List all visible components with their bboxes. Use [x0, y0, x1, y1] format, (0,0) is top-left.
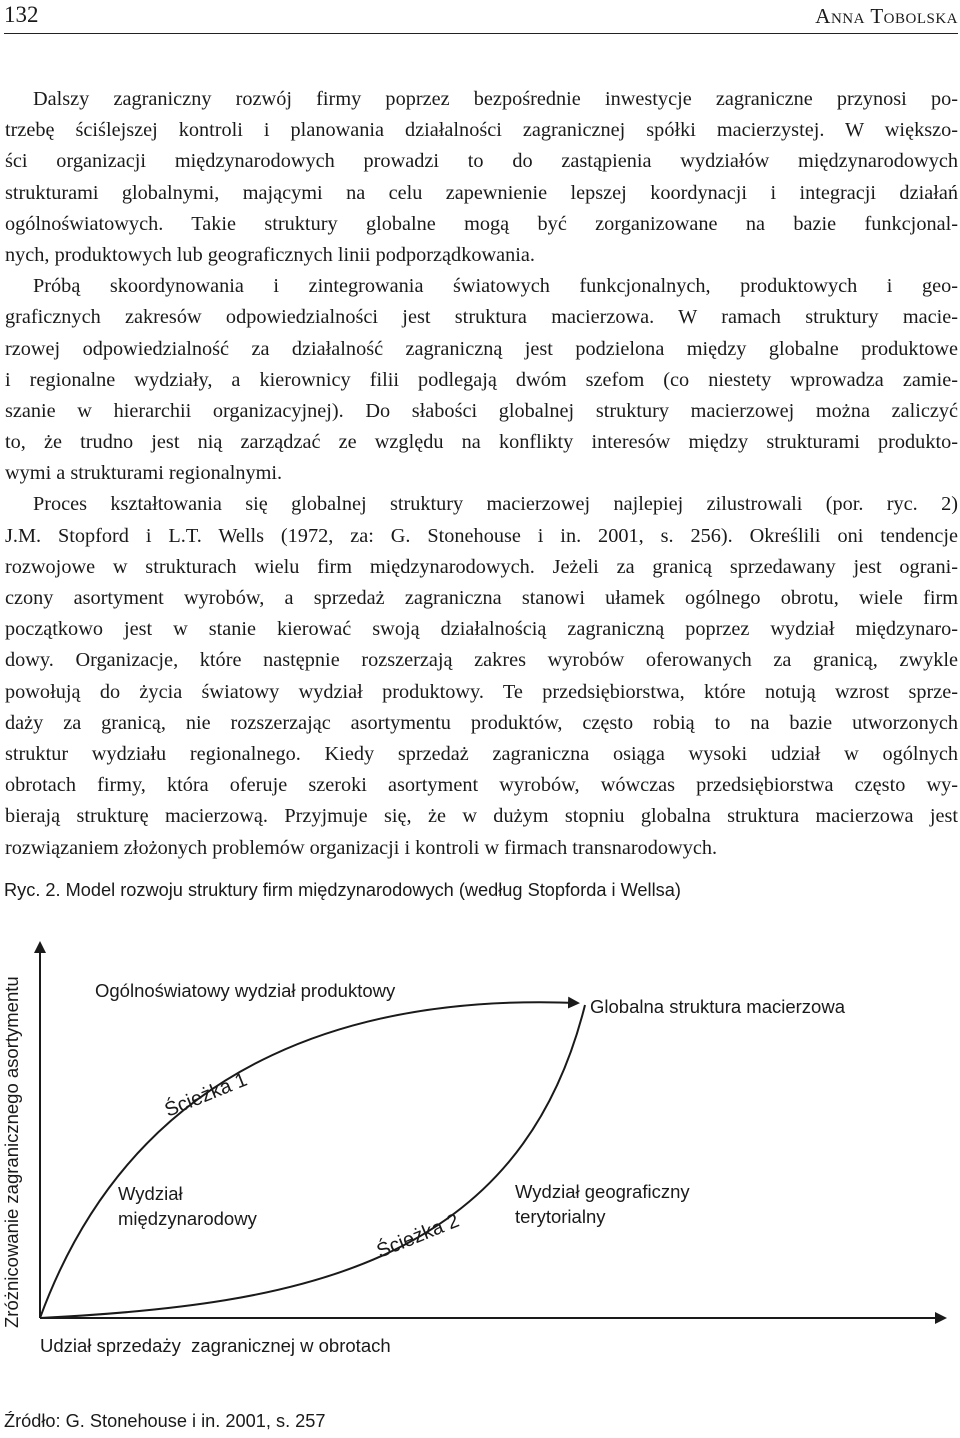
y-axis-label: Zróżnicowanie zagranicznego asortymentu	[1, 976, 22, 1328]
x-axis-label: Udział sprzedaży zagranicznej w obrotach	[40, 1335, 391, 1356]
body-line: rozwojowe w strukturach wielu firm międzynarodowych. Jeżeli za granicą sprzedawany jest ograni-	[5, 555, 958, 578]
body-line: Proces kształtowania się globalnej struktury macierzowej najlepiej zilustrowali (por. ryc. 2)	[33, 493, 958, 516]
body-line: to, że trudno jest nią zarządzać ze względu na konflikty interesów między strukturami produkto-	[5, 431, 958, 454]
body-line: początkowo jest w stanie kierować swoją działalnością zagraniczną poprzez wydział międzynaro-	[5, 618, 958, 641]
header-rule	[4, 33, 958, 34]
body-line: rzowej odpowiedzialność za działalność zagraniczną jest podzielona między globalne produktowe	[5, 337, 958, 360]
path-1-label: Ścieżka 1	[161, 1068, 251, 1122]
body-line: ści organizacji międzynarodowych prowadzi to do zastąpienia wydziałów międzynarodowych	[5, 150, 958, 173]
page-number: 132	[4, 2, 39, 27]
body-line: rozwiązaniem złożonych problemów organizacji i kontroli w firmach transnarodowych.	[5, 836, 718, 859]
node-geographic-division-line1: Wydział geograficzny	[515, 1181, 690, 1202]
running-head: Anna Tobolska	[815, 4, 958, 28]
body-line: daży za granicą, nie rozszerzając asortymentu produktów, często robią to na bazie utworzonych	[5, 711, 958, 734]
body-line: powołują do życia światowy wydział produktowy. Te przedsiębiorstwa, które notują wzrost sprze-	[5, 680, 958, 703]
body-line: graficznych zakresów odpowiedzialności jest struktura macierzowa. W ramach struktury macie-	[5, 306, 958, 329]
body-line: dowy. Organizacje, które następnie rozszerzają zakres wyrobów oferowanych za granicą, zwykle	[5, 649, 958, 672]
figure-source: Źródło: G. Stonehouse i in. 2001, s. 257	[4, 1411, 326, 1431]
node-worldwide-product-division: Ogólnoświatowy wydział produktowy	[95, 980, 396, 1001]
body-line: szanie w hierarchii organizacyjnej). Do słabości globalnej struktury macierzowej można zaliczyć	[5, 399, 958, 422]
node-international-division-line1: Wydział	[118, 1183, 183, 1204]
figure-caption: Ryc. 2. Model rozwoju struktury firm międzynarodowych (według Stopforda i Wellsa)	[4, 880, 681, 900]
body-line: wymi a strukturami regionalnymi.	[5, 462, 283, 485]
body-line: strukturami globalnymi, mającymi na celu zapewnienie lepszej koordynacji i integracji działań	[5, 181, 958, 204]
node-geographic-division-line2: terytorialny	[515, 1206, 606, 1227]
body-line: Próbą skoordynowania i zintegrowania światowych funkcjonalnych, produktowych i geo-	[33, 275, 958, 298]
body-line: i regionalne wydziały, a kierownicy filii podlegają dwóm szefom (co niestety wprowadza zamie-	[5, 368, 958, 391]
path-2-label: Ścieżka 2	[373, 1209, 463, 1263]
body-line: bierają strukturę macierzową. Przyjmuje się, że w dużym stopniu globalna struktura macierzowa jest	[5, 805, 958, 828]
body-text	[5, 84, 958, 864]
page-header	[0, 0, 960, 32]
body-line: struktur wydziału regionalnego. Kiedy sprzedaż zagraniczna osiąga wysoki udział w ogólnych	[5, 742, 958, 765]
body-line: ogólnoświatowych. Takie struktury globalne mogą być zorganizowane na bazie funkcjonal-	[5, 212, 958, 235]
body-line: trzebę ściślejszej kontroli i planowania działalności zagranicznej spółki macierzystej. W większo-	[5, 119, 958, 142]
body-line: nych, produktowych lub geograficznych linii podporządkowania.	[5, 243, 535, 266]
structure-development-diagram	[0, 925, 960, 1395]
node-international-division-line2: międzynarodowy	[118, 1208, 257, 1229]
path-1-curve	[40, 1002, 578, 1318]
body-line: obrotach firmy, która oferuje szeroki asortyment wyrobów, wówczas przedsiębiorstwa często wy-	[5, 774, 958, 797]
body-line: czony asortyment wyrobów, a sprzedaż zagraniczna stanowi ułamek ogólnego obrotu, wiele firm	[5, 587, 958, 609]
body-line: Dalszy zagraniczny rozwój firmy poprzez bezpośrednie inwestycje zagraniczne przynosi po-	[33, 88, 958, 110]
body-line: J.M. Stopford i L.T. Wells (1972, za: G. Stonehouse i in. 2001, s. 256). Określili oni tendencje	[5, 524, 958, 547]
path-2-curve	[40, 1005, 585, 1318]
node-global-matrix: Globalna struktura macierzowa	[590, 996, 845, 1017]
